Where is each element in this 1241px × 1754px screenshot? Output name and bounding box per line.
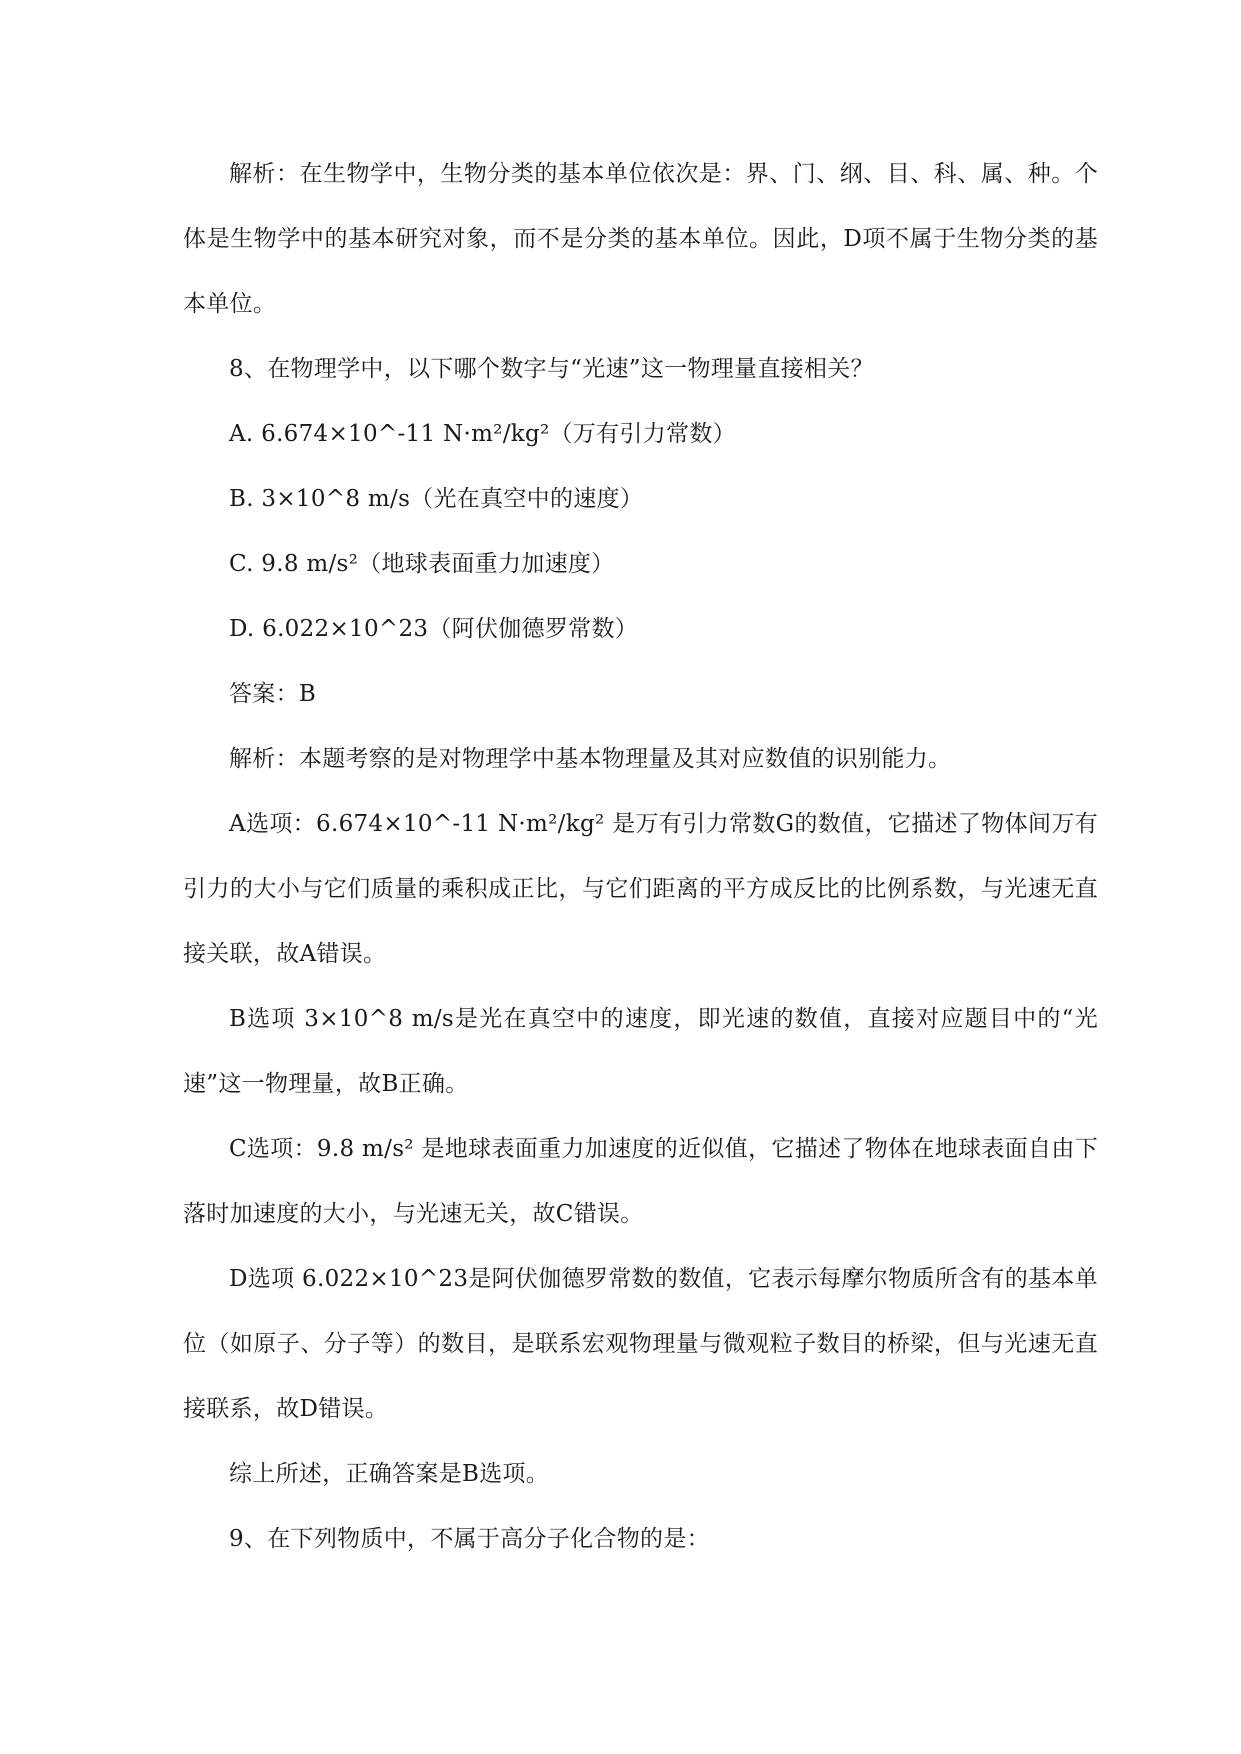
analysis-option-a: A选项：6.674×10^-11 N·m²/kg² 是万有引力常数G的数值，它描述了物体间万有引力的大小与它们质量的乘积成正比，与它们距离的平方成反比的比例系数，与光速无直接关联，故A错误。: [183, 811, 1098, 967]
question-8: 8、在物理学中，以下哪个数字与“光速”这一物理量直接相关？: [229, 356, 874, 382]
question-9: 9、在下列物质中，不属于高分子化合物的是：: [229, 1526, 710, 1552]
analysis-paragraph-q7: 解析：在生物学中，生物分类的基本单位依次是：界、门、纲、目、科、属、种。个体是生物学中的基本研究对象，而不是分类的基本单位。因此，D项不属于生物分类的基本单位。: [183, 161, 1098, 317]
option-c: C. 9.8 m/s²（地球表面重力加速度）: [229, 551, 615, 577]
option-d: D. 6.022×10^23（阿伏伽德罗常数）: [229, 616, 639, 642]
document-body: [183, 142, 1098, 1572]
analysis-option-d: D选项 6.022×10^23是阿伏伽德罗常数的数值，它表示每摩尔物质所含有的基本单位（如原子、分子等）的数目，是联系宏观物理量与微观粒子数目的桥梁，但与光速无直接联系，故D错误。: [183, 1266, 1098, 1422]
analysis-option-c: C选项：9.8 m/s² 是地球表面重力加速度的近似值，它描述了物体在地球表面自由下落时加速度的大小，与光速无关，故C错误。: [183, 1136, 1098, 1227]
answer-line: 答案：B: [229, 681, 317, 707]
analysis-intro-q8: 解析：本题考察的是对物理学中基本物理量及其对应数值的识别能力。: [229, 746, 952, 772]
option-a: A. 6.674×10^-11 N·m²/kg²（万有引力常数）: [229, 421, 736, 447]
option-b: B. 3×10^8 m/s（光在真空中的速度）: [229, 486, 644, 512]
analysis-option-b: B选项 3×10^8 m/s是光在真空中的速度，即光速的数值，直接对应题目中的“光速”这一物理量，故B正确。: [183, 1006, 1098, 1097]
conclusion: 综上所述，正确答案是B选项。: [229, 1461, 550, 1487]
